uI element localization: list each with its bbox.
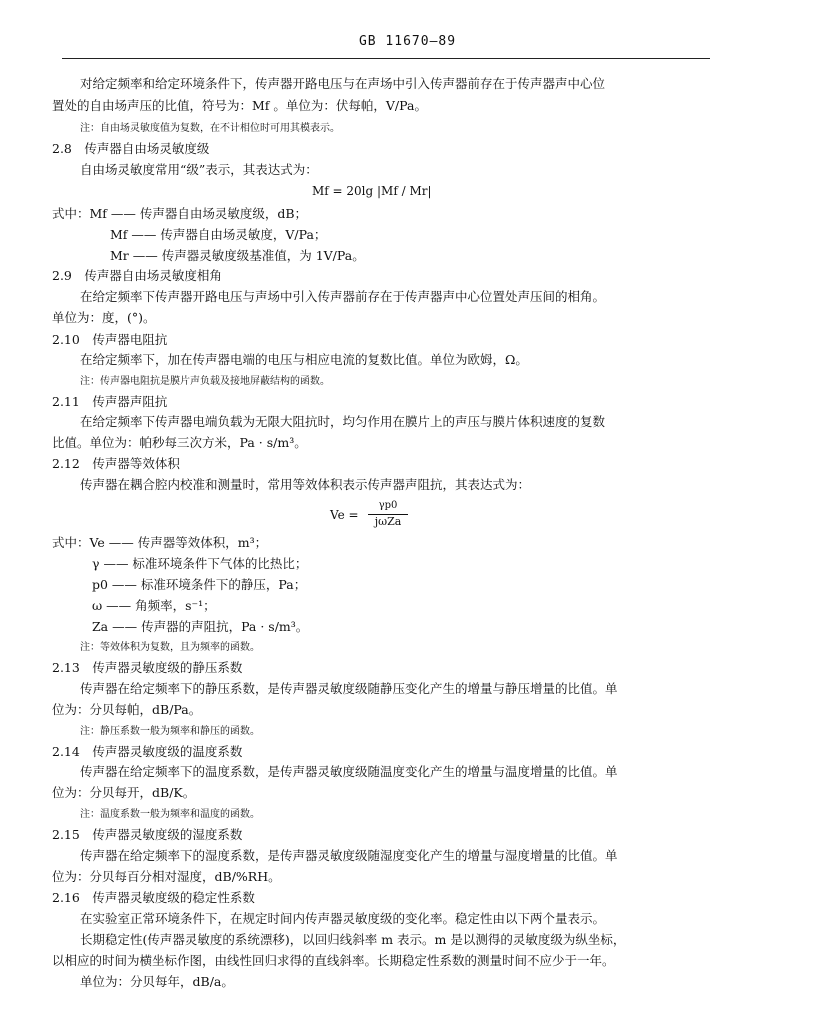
paragraph-line: 在给定频率下传声器开路电压与声场中引入传声器前存在于传声器声中心位置处声压间的相角。	[80, 289, 606, 304]
paragraph-line: 单位为：分贝每年，dB/a。	[80, 974, 234, 989]
symbol-definition: ω —— 角频率，s⁻¹；	[92, 598, 216, 613]
section-heading-2-11: 2.11 传声器声阻抗	[52, 394, 168, 409]
paragraph-line: 长期稳定性(传声器灵敏度的系统漂移)，以回归线斜率 m 表示。m 是以测得的灵敏度级为纵坐标，	[80, 932, 626, 947]
paragraph-line: 在给定频率下传声器电端负载为无限大阻抗时，均匀作用在膜片上的声压与膜片体积速度的复数	[80, 414, 606, 429]
paragraph-line: 位为：分贝每百分相对湿度，dB/%RH。	[52, 869, 281, 884]
note-line: 注：传声器电阻抗是膜片声负载及接地屏蔽结构的函数。	[80, 376, 330, 387]
paragraph-line: 在实验室正常环境条件下，在规定时间内传声器灵敏度级的变化率。稳定性由以下两个量表示。	[80, 911, 606, 926]
paragraph-line: 位为：分贝每开，dB/K。	[52, 785, 196, 800]
symbol-definition: Mf —— 传声器自由场灵敏度，V/Pa；	[110, 227, 327, 242]
document-header: GB 11670—89	[358, 34, 457, 49]
symbol-definition: γ —— 标准环境条件下气体的比热比；	[92, 556, 308, 571]
section-heading-2-9: 2.9 传声器自由场灵敏度相角	[52, 268, 222, 283]
header-rule	[62, 58, 710, 59]
paragraph-line: 自由场灵敏度常用“级”表示，其表达式为：	[80, 162, 318, 177]
paragraph-line: 对给定频率和给定环境条件下，传声器开路电压与在声场中引入传声器前存在于传声器声中心位	[80, 76, 606, 91]
section-heading-2-10: 2.10 传声器电阻抗	[52, 332, 168, 347]
symbol-definition: Za —— 传声器的声阻抗，Pa · s/m³。	[92, 619, 309, 634]
paragraph-line: 单位为：度，(°)。	[52, 310, 156, 325]
section-heading-2-12: 2.12 传声器等效体积	[52, 456, 180, 471]
note-line: 注：自由场灵敏度值为复数，在不计相位时可用其模表示。	[80, 123, 340, 134]
paragraph-line: 传声器在给定频率下的湿度系数，是传声器灵敏度级随湿度变化产生的增量与湿度增量的比值。单	[80, 848, 618, 863]
formula-numerator: γp0	[378, 500, 398, 511]
symbol-definition: 式中：Mf —— 传声器自由场灵敏度级，dB；	[52, 206, 308, 221]
symbol-definition: p0 —— 标准环境条件下的静压，Pa；	[92, 577, 307, 592]
section-heading-2-8: 2.8 传声器自由场灵敏度级	[52, 141, 210, 156]
section-heading-2-13: 2.13 传声器灵敏度级的静压系数	[52, 660, 243, 675]
paragraph-line: 传声器在给定频率下的温度系数，是传声器灵敏度级随温度变化产生的增量与温度增量的比值。单	[80, 764, 618, 779]
note-line: 注：温度系数一般为频率和温度的函数。	[80, 809, 260, 820]
symbol-definition: 式中：Ve —— 传声器等效体积，m³；	[52, 535, 268, 550]
note-line: 注：静压系数一般为频率和静压的函数。	[80, 726, 260, 737]
paragraph-line: 置处的自由场声压的比值，符号为：Mf 。单位为：伏每帕，V/Pa。	[52, 98, 427, 113]
paragraph-line: 比值。单位为：帕秒每三次方米，Pa · s/m³。	[52, 435, 307, 450]
formula-lhs: Ve =	[330, 508, 359, 522]
note-line: 注：等效体积为复数，且为频率的函数。	[80, 642, 260, 653]
section-heading-2-15: 2.15 传声器灵敏度级的湿度系数	[52, 827, 243, 842]
paragraph-line: 以相应的时间为横坐标作图，由线性回归求得的直线斜率。长期稳定性系数的测量时间不应少于一年。	[52, 953, 615, 968]
formula-level: Mf = 20lg |Mf / Mr|	[312, 184, 432, 198]
section-heading-2-16: 2.16 传声器灵敏度级的稳定性系数	[52, 890, 255, 905]
section-heading-2-14: 2.14 传声器灵敏度级的温度系数	[52, 744, 243, 759]
symbol-definition: Mr —— 传声器灵敏度级基准值，为 1V/Pa。	[110, 248, 365, 263]
formula-denominator: jωZa	[374, 515, 402, 528]
paragraph-line: 在给定频率下，加在传声器电端的电压与相应电流的复数比值。单位为欧姆，Ω。	[80, 352, 528, 367]
paragraph-line: 传声器在给定频率下的静压系数，是传声器灵敏度级随静压变化产生的增量与静压增量的比值。单	[80, 681, 618, 696]
paragraph-line: 位为：分贝每帕，dB/Pa。	[52, 702, 202, 717]
paragraph-line: 传声器在耦合腔内校准和测量时，常用等效体积表示传声器声阻抗，其表达式为：	[80, 477, 531, 492]
